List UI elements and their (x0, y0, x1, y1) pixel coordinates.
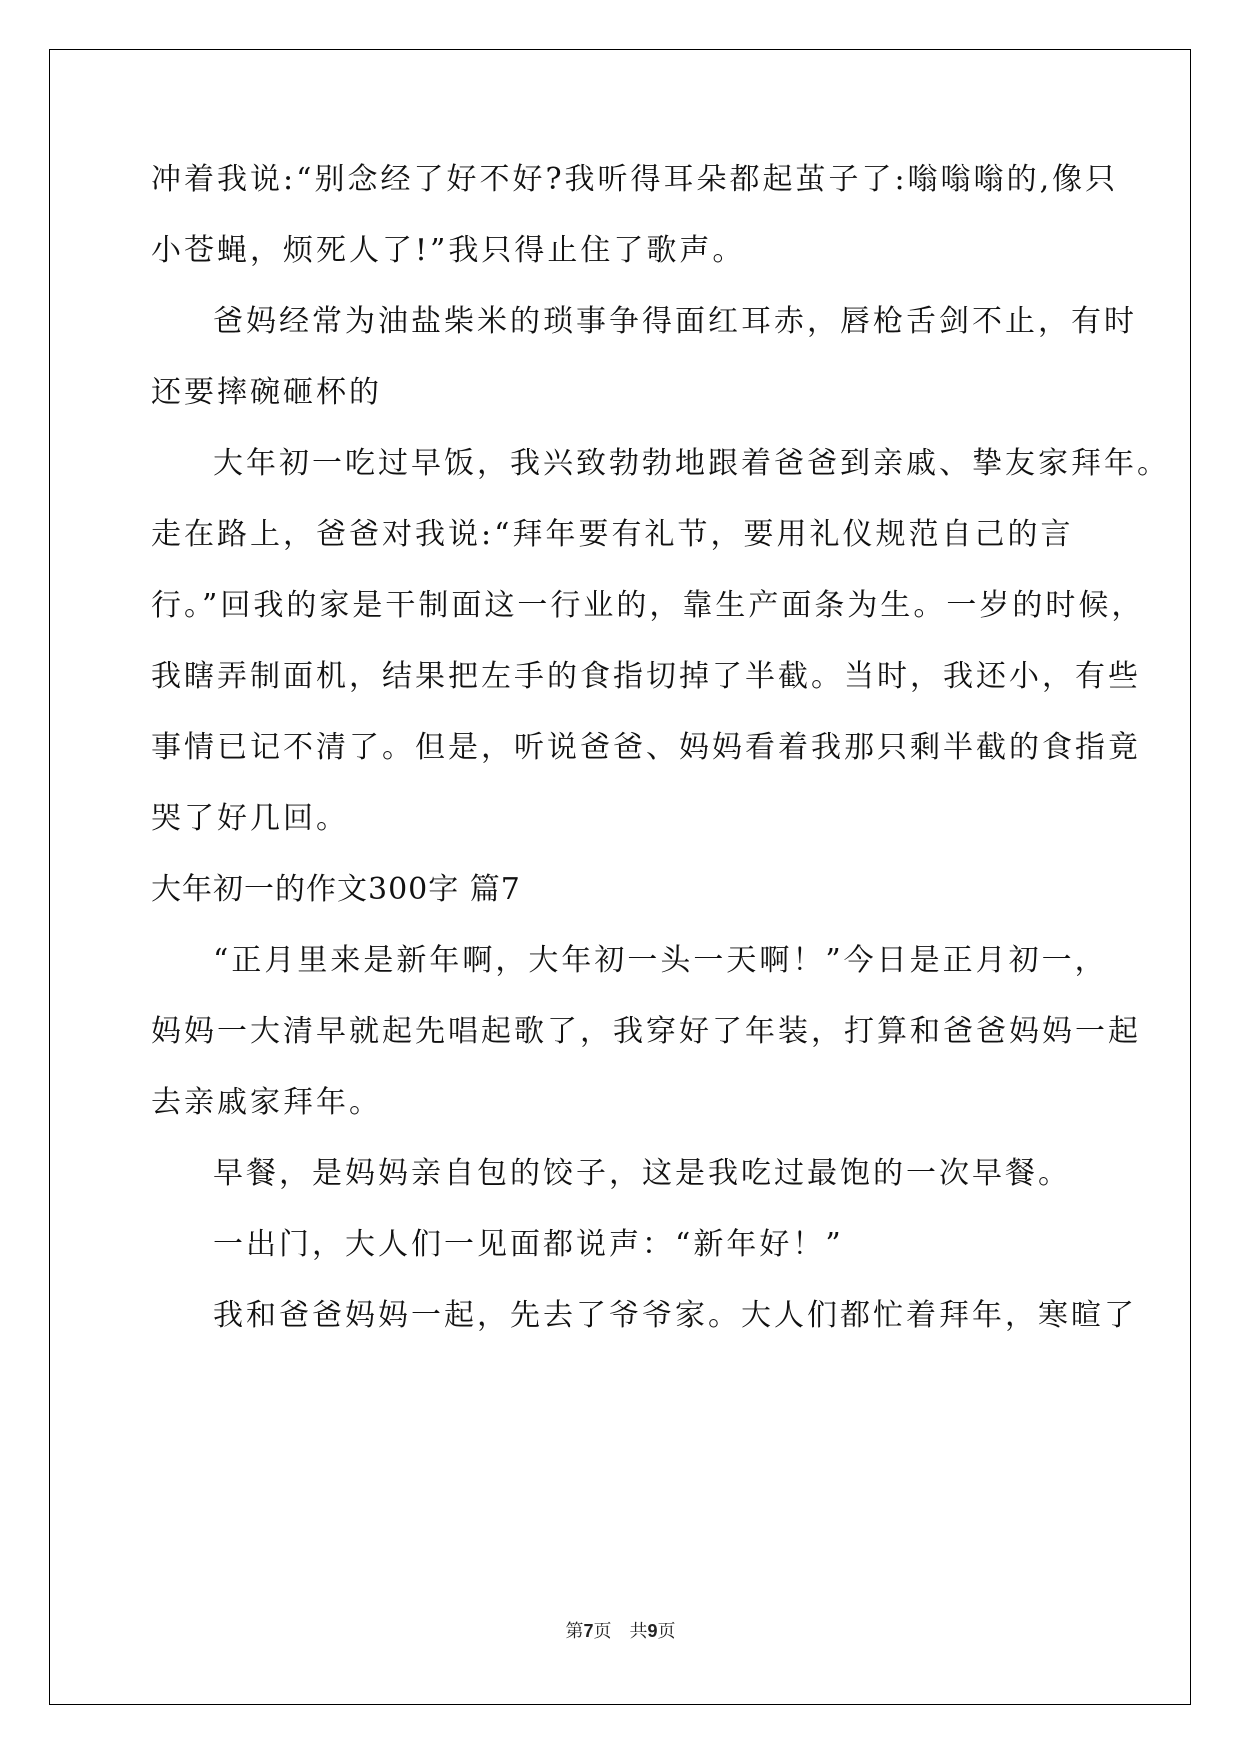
text-line: 还要摔碗砸杯的 (151, 375, 382, 410)
text-line: 小苍蝇，烦死人了!”我只得止住了歌声。 (151, 233, 746, 268)
text-line: 走在路上，爸爸对我说:“拜年要有礼节，要用礼仪规范自己的言 (151, 517, 1074, 552)
text-line: 爸妈经常为油盐柴米的琐事争得面红耳赤，唇枪舌剑不止，有时 (213, 304, 1137, 339)
text-line: 大年初一吃过早饭，我兴致勃勃地跟着爸爸到亲戚、挚友家拜年。 (213, 446, 1170, 481)
page-current-number: 7 (583, 1621, 594, 1641)
text-line: 一出门，大人们一见面都说声：“新年好！” (213, 1227, 844, 1262)
page-prefix: 第 (565, 1621, 584, 1642)
page-suffix: 页 (657, 1621, 676, 1642)
text-line: 去亲戚家拜年。 (151, 1085, 382, 1120)
page-footer (0, 1617, 1241, 1643)
text-line: 妈妈一大清早就起先唱起歌了，我穿好了年装，打算和爸爸妈妈一起 (151, 1014, 1141, 1049)
page-total-number: 9 (647, 1621, 658, 1641)
text-line: 哭了好几回。 (151, 801, 349, 836)
text-line: 事情已记不清了。但是，听说爸爸、妈妈看着我那只剩半截的食指竟 (151, 730, 1141, 765)
text-line: 我和爸爸妈妈一起，先去了爷爷家。大人们都忙着拜年，寒暄了 (213, 1298, 1137, 1333)
text-line: 早餐，是妈妈亲自包的饺子，这是我吃过最饱的一次早餐。 (213, 1156, 1071, 1191)
text-line: 行。”回我的家是干制面这一行业的，靠生产面条为生。一岁的时候， (151, 588, 1145, 623)
section-heading: 大年初一的作文300字 篇7 (151, 872, 521, 907)
page-middle: 页 共 (593, 1621, 648, 1642)
text-line: “正月里来是新年啊，大年初一头一天啊！”今日是正月初一， (213, 943, 1108, 978)
text-line: 我瞎弄制面机，结果把左手的食指切掉了半截。当时，我还小，有些 (151, 659, 1141, 694)
text-line: 冲着我说:“别念经了好不好?我听得耳朵都起茧子了:嗡嗡嗡的,像只 (151, 162, 1119, 197)
